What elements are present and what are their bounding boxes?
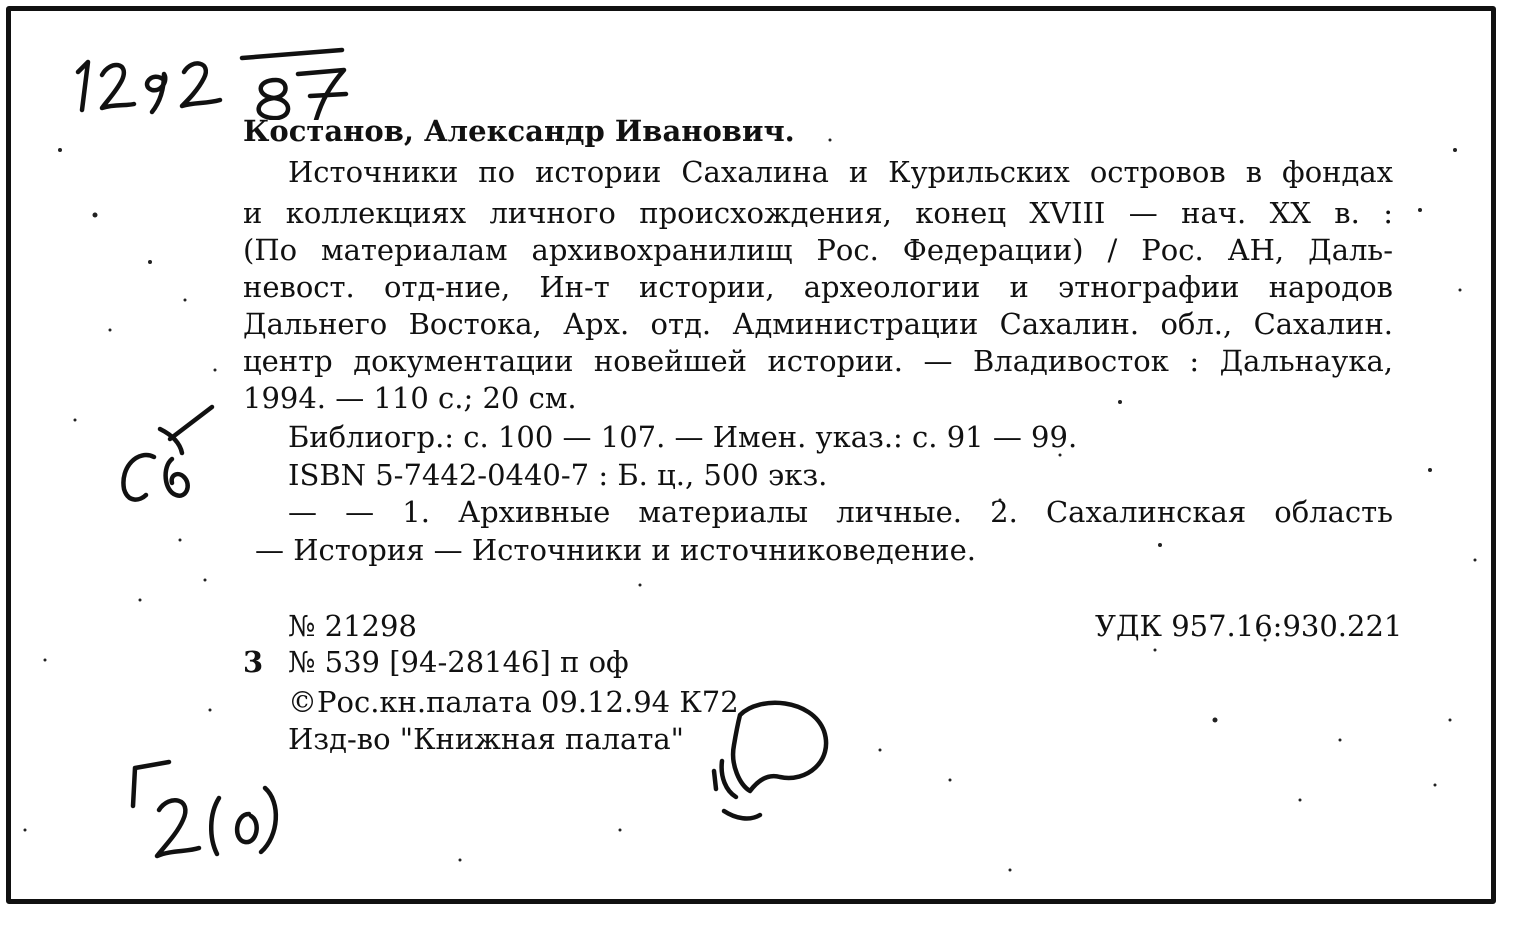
order-line: № 539 [94-28146] п оф	[288, 645, 629, 679]
body-line: и коллекциях личного происхождения, конец XVIII — нач. XX в. :	[243, 196, 1393, 230]
handwritten-mark-left	[100, 395, 230, 520]
publisher-line: Изд-во "Книжная палата"	[288, 722, 685, 756]
body-line: Источники по истории Сахалина и Курильских островов в фондах	[288, 155, 1393, 189]
body-line: 1994. — 110 с.; 20 см.	[243, 381, 577, 415]
bibliography-note: Библиогр.: с. 100 — 107. — Имен. указ.: с. 91 — 99.	[288, 420, 1078, 454]
heading: Костанов, Александр Иванович.	[243, 114, 795, 148]
udc-code: УДК 957.16:930.221	[1095, 609, 1403, 643]
body-line: Дальнего Востока, Арх. отд. Администрации Сахалин. обл., Сахалин.	[243, 307, 1393, 341]
handwritten-accession-number	[60, 40, 370, 120]
subject-headings-line: — — 1. Архивные материалы личные. 2. Сахалинская область	[288, 495, 1393, 529]
body-line: (По материалам архивохранилищ Рос. Федерации) / Рос. АН, Даль-	[243, 233, 1393, 267]
body-line: центр документации новейшей истории. — Владивосток : Дальнаука,	[243, 344, 1393, 378]
copyright-line: ©Рос.кн.палата 09.12.94 К72	[288, 685, 739, 719]
handwritten-mark-bottom	[115, 740, 305, 870]
body-line: невост. отд-ние, Ин-т истории, археологии и этнографии народов	[243, 270, 1393, 304]
record-number: № 21298	[288, 609, 417, 643]
handwritten-loop-mark	[700, 685, 840, 835]
isbn-line: ISBN 5-7442-0440-7 : Б. ц., 500 экз.	[288, 458, 828, 492]
order-prefix: 3	[243, 645, 264, 679]
subject-headings-line: — История — Источники и источниковедение.	[255, 533, 976, 567]
